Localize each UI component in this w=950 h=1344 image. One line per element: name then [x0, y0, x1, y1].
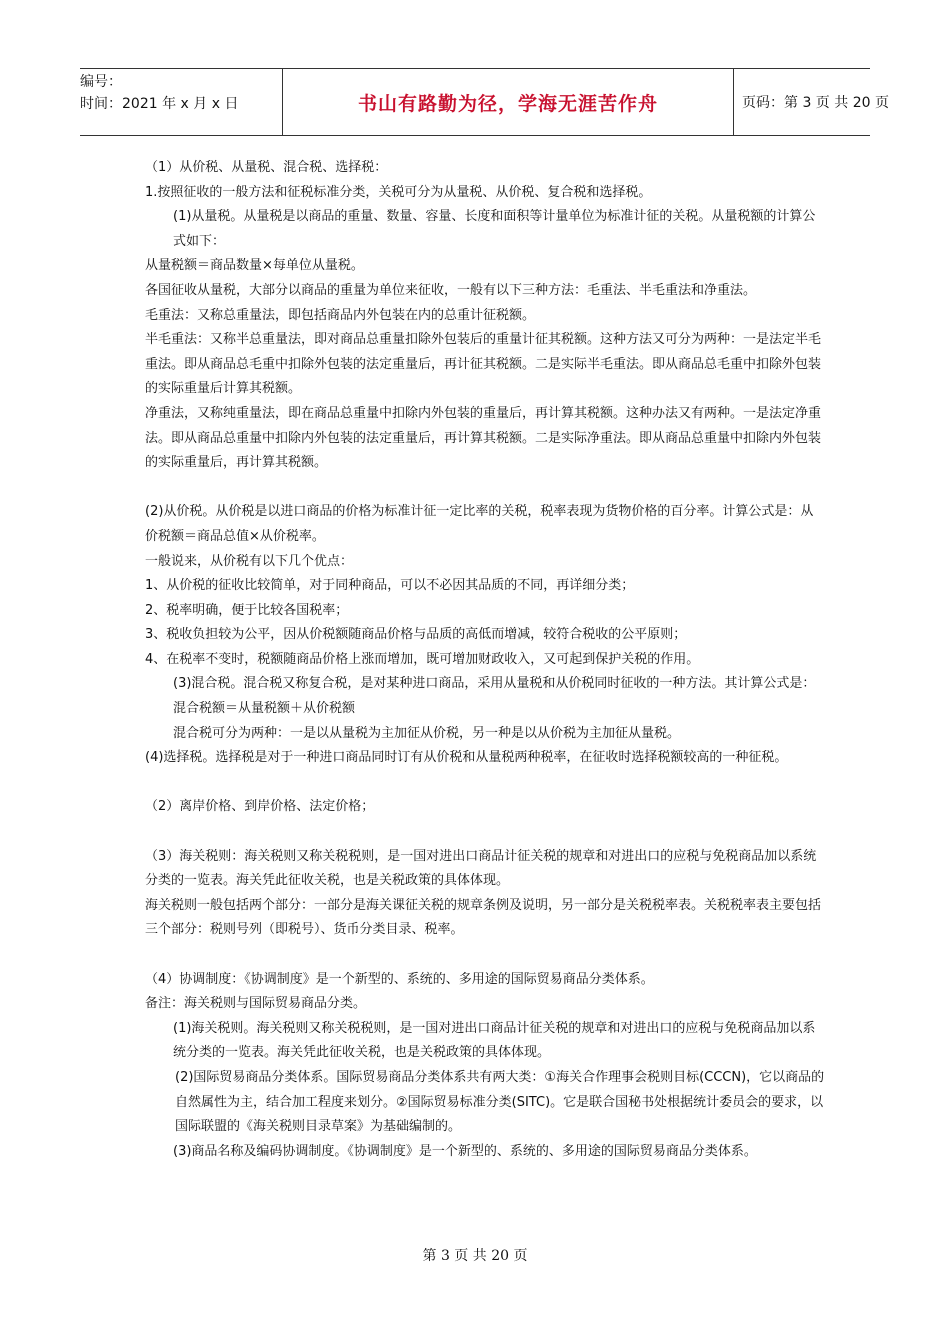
page-footer: 第 3 页 共 20 页	[422, 1248, 528, 1264]
paragraph: 毛重法：又称总重量法，即包括商品内外包装在内的总重计征税额。	[145, 307, 536, 323]
paragraph: 净重法，又称纯重量法，即在商品总重量中扣除内外包装的重量后，再计算其税额。这种办法又有两种。一是法定净重法。即从商品总重量中扣除内外包装的法定重量后，再计算其税额。二是实际净重法。即从商品总重量中扣除内外包装的实际重量后，再计算其税额。	[145, 405, 822, 471]
header-motto-cell	[282, 69, 734, 135]
paragraph: 混合税可分为两种：一是以从量税为主加征从价税，另一种是以从价税为主加征从量税。	[173, 725, 681, 741]
document-body	[145, 156, 825, 1164]
paragraph: 3、税收负担较为公平，因从价税额随商品价格与品质的高低而增减，较符合税收的公平原则；	[145, 627, 687, 643]
paragraph: 1.按照征收的一般方法和征税标准分类，关税可分为从量税、从价税、复合税和选择税。	[145, 184, 652, 200]
paragraph: （2）离岸价格、到岸价格、法定价格；	[145, 799, 375, 815]
paragraph: (3)商品名称及编码协调制度。《协调制度》是一个新型的、系统的、多用途的国际贸易商品分类体系。	[173, 1143, 757, 1159]
date-label: 时间：2021 年 x 月 x 日	[80, 96, 239, 112]
paragraph: (4)选择税。选择税是对于一种进口商品同时订有从价税和从量税两种税率，在征收时选择税额较高的一种征税。	[145, 750, 788, 766]
paragraph: 1、从价税的征收比较简单，对于同种商品，可以不必因其品质的不同，再详细分类；	[145, 578, 635, 594]
page-header	[80, 68, 889, 136]
page-label: 页码：第 3 页 共 20 页	[742, 95, 889, 111]
paragraph: 2、税率明确，便于比较各国税率；	[145, 602, 349, 618]
paragraph: 从量税额＝商品数量×每单位从量税。	[145, 258, 364, 274]
spacer	[145, 771, 825, 796]
spacer	[145, 820, 825, 845]
paragraph: (2)从价税。从价税是以进口商品的价格为标准计征一定比率的关税，税率表现为货物价格的百分率。计算公式是：从价税额＝商品总值×从价税率。	[145, 504, 814, 544]
number-label: 编号：	[80, 74, 122, 90]
paragraph: (2)国际贸易商品分类体系。国际贸易商品分类体系共有两大类：①海关合作理事会税则目标(CCCN)，它以商品的自然属性为主，结合加工程度来划分。②国际贸易标准分类(SITC)。它是联合国秘书处根据统计委员会的要求，以国际联盟的《海关税则目录草案》为基础编制的。	[175, 1069, 825, 1135]
motto: 书山有路勤为径，学海无涯苦作舟	[357, 92, 658, 115]
paragraph: （1）从价税、从量税、混合税、选择税：	[145, 160, 388, 175]
header-page-cell	[734, 69, 889, 135]
paragraph: 4、在税率不变时，税额随商品价格上涨而增加，既可增加财政收入，又可起到保护关税的作用。	[145, 651, 700, 667]
paragraph: 海关税则一般包括两个部分：一部分是海关课征关税的规章条例及说明，另一部分是关税税率表。关税税率表主要包括三个部分：税则号列（即税号）、货币分类目录、税率。	[145, 897, 822, 938]
paragraph: 备注：海关税则与国际贸易商品分类。	[145, 996, 367, 1012]
paragraph: (1)从量税。从量税是以商品的重量、数量、容量、长度和面积等计量单位为标准计征的关税。从量税额的计算公式如下：	[173, 209, 816, 249]
paragraph: （3）海关税则：海关税则又称关税税则，是一国对进出口商品计征关税的规章和对进出口的应税与免税商品加以系统分类的一览表。海关凭此征收关税，也是关税政策的具体体现。	[145, 848, 817, 889]
header-info	[80, 69, 282, 135]
paragraph: （4）协调制度：《协调制度》是一个新型的、系统的、多用途的国际贸易商品分类体系。	[145, 971, 654, 987]
paragraph: (3)混合税。混合税又称复合税，是对某种进口商品，采用从量税和从价税同时征收的一种方法。其计算公式是：混合税额＝从量税额＋从价税额	[173, 676, 816, 717]
paragraph: (1)海关税则。海关税则又称关税税则，是一国对进出口商品计征关税的规章和对进出口的应税与免税商品加以系统分类的一览表。海关凭此征收关税，也是关税政策的具体体现。	[173, 1020, 816, 1061]
spacer	[145, 943, 825, 968]
paragraph: 半毛重法：又称半总重量法，即对商品总重量扣除外包装后的重量计征其税额。这种方法又可分为两种：一是法定半毛重法。即从商品总毛重中扣除外包装的法定重量后，再计征其税额。二是实际半毛重法。即从商品总毛重中扣除外包装的实际重量后计算其税额。	[145, 332, 822, 397]
spacer	[145, 476, 825, 501]
paragraph: 一般说来，从价税有以下几个优点：	[145, 553, 354, 569]
paragraph: 各国征收从量税，大部分以商品的重量为单位来征收，一般有以下三种方法：毛重法、半毛重法和净重法。	[145, 282, 757, 298]
